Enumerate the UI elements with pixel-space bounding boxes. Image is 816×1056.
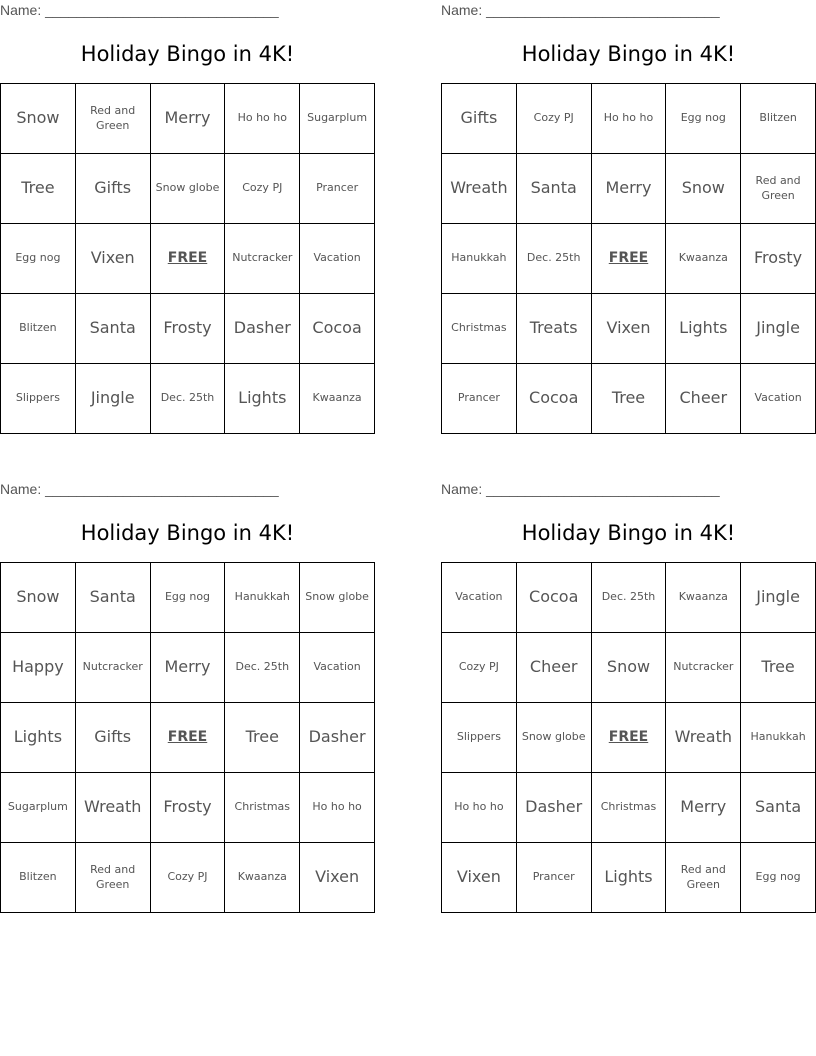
card-title: Holiday Bingo in 4K! xyxy=(521,521,736,545)
bingo-cell: Frosty xyxy=(151,294,226,364)
bingo-cell: Kwaanza xyxy=(666,563,741,633)
bingo-cell: Prancer xyxy=(517,843,592,913)
bingo-cell: Gifts xyxy=(442,84,517,154)
name-line: Name: ______________________________ xyxy=(441,481,720,497)
bingo-cell: Snow globe xyxy=(151,154,226,224)
bingo-cell: Sugarplum xyxy=(1,773,76,843)
bingo-cell: Blitzen xyxy=(1,294,76,364)
bingo-cell: Ho ho ho xyxy=(442,773,517,843)
name-line: Name: ______________________________ xyxy=(0,481,279,497)
bingo-cell: Sugarplum xyxy=(300,84,375,154)
bingo-cell: Ho ho ho xyxy=(225,84,300,154)
bingo-cell: Christmas xyxy=(225,773,300,843)
bingo-cell: Egg nog xyxy=(741,843,816,913)
bingo-cell: Santa xyxy=(517,154,592,224)
name-line: Name: ______________________________ xyxy=(441,2,720,18)
bingo-cell: Red and Green xyxy=(741,154,816,224)
bingo-cell: Tree xyxy=(1,154,76,224)
bingo-cell: Cocoa xyxy=(517,563,592,633)
bingo-cell: Egg nog xyxy=(151,563,226,633)
bingo-cell: Wreath xyxy=(666,703,741,773)
bingo-cell: Merry xyxy=(151,84,226,154)
bingo-cell: Vacation xyxy=(741,364,816,434)
bingo-cell: Lights xyxy=(592,843,667,913)
bingo-cell: Snow xyxy=(1,84,76,154)
free-space: FREE xyxy=(592,224,667,294)
bingo-cell: Jingle xyxy=(741,294,816,364)
bingo-cell: Hanukkah xyxy=(225,563,300,633)
bingo-cell: Red and Green xyxy=(76,843,151,913)
bingo-cell: Merry xyxy=(666,773,741,843)
card-title: Holiday Bingo in 4K! xyxy=(521,42,736,66)
bingo-cell: Treats xyxy=(517,294,592,364)
bingo-cell: Vixen xyxy=(592,294,667,364)
card-title: Holiday Bingo in 4K! xyxy=(80,521,295,545)
bingo-cell: Snow xyxy=(592,633,667,703)
bingo-cell: Dec. 25th xyxy=(517,224,592,294)
bingo-cell: Red and Green xyxy=(666,843,741,913)
bingo-cell: Cocoa xyxy=(300,294,375,364)
bingo-cell: Santa xyxy=(741,773,816,843)
bingo-cell: Blitzen xyxy=(1,843,76,913)
bingo-cell: Lights xyxy=(225,364,300,434)
bingo-cell: Kwaanza xyxy=(300,364,375,434)
bingo-cell: Wreath xyxy=(442,154,517,224)
bingo-cell: Dec. 25th xyxy=(225,633,300,703)
bingo-cell: Lights xyxy=(666,294,741,364)
bingo-cell: Snow globe xyxy=(517,703,592,773)
bingo-cell: Kwaanza xyxy=(666,224,741,294)
bingo-cell: Egg nog xyxy=(666,84,741,154)
bingo-cell: Dasher xyxy=(517,773,592,843)
bingo-cell: Slippers xyxy=(1,364,76,434)
bingo-cell: Vixen xyxy=(300,843,375,913)
bingo-cell: Dasher xyxy=(300,703,375,773)
bingo-cell: Prancer xyxy=(300,154,375,224)
bingo-cell: Snow xyxy=(1,563,76,633)
bingo-cell: Cozy PJ xyxy=(517,84,592,154)
bingo-cell: Ho ho ho xyxy=(592,84,667,154)
bingo-cell: Vixen xyxy=(76,224,151,294)
bingo-cell: Prancer xyxy=(442,364,517,434)
bingo-cell: Snow globe xyxy=(300,563,375,633)
bingo-cell: Dasher xyxy=(225,294,300,364)
bingo-cell: Tree xyxy=(741,633,816,703)
bingo-cell: Christmas xyxy=(442,294,517,364)
bingo-cell: Dec. 25th xyxy=(592,563,667,633)
bingo-cell: Nutcracker xyxy=(76,633,151,703)
bingo-cell: Christmas xyxy=(592,773,667,843)
bingo-grid xyxy=(441,83,816,434)
bingo-grid xyxy=(441,562,816,913)
bingo-grid xyxy=(0,83,375,434)
bingo-cell: Jingle xyxy=(741,563,816,633)
bingo-grid xyxy=(0,562,375,913)
bingo-cell: Happy xyxy=(1,633,76,703)
bingo-cell: Egg nog xyxy=(1,224,76,294)
bingo-cell: Cheer xyxy=(666,364,741,434)
bingo-cell: Wreath xyxy=(76,773,151,843)
name-line: Name: ______________________________ xyxy=(0,2,279,18)
bingo-cell: Hanukkah xyxy=(442,224,517,294)
bingo-cell: Ho ho ho xyxy=(300,773,375,843)
bingo-cell: Merry xyxy=(592,154,667,224)
bingo-cell: Hanukkah xyxy=(741,703,816,773)
bingo-cell: Vixen xyxy=(442,843,517,913)
bingo-cell: Nutcracker xyxy=(666,633,741,703)
bingo-cell: Cocoa xyxy=(517,364,592,434)
bingo-cell: Tree xyxy=(225,703,300,773)
bingo-cell: Blitzen xyxy=(741,84,816,154)
bingo-cell: Frosty xyxy=(151,773,226,843)
bingo-cell: Slippers xyxy=(442,703,517,773)
bingo-cell: Cheer xyxy=(517,633,592,703)
card-title: Holiday Bingo in 4K! xyxy=(80,42,295,66)
bingo-cell: Vacation xyxy=(300,633,375,703)
bingo-cell: Kwaanza xyxy=(225,843,300,913)
bingo-cell: Cozy PJ xyxy=(442,633,517,703)
bingo-cell: Cozy PJ xyxy=(225,154,300,224)
bingo-cell: Frosty xyxy=(741,224,816,294)
bingo-cell: Red and Green xyxy=(76,84,151,154)
bingo-cell: Tree xyxy=(592,364,667,434)
free-space: FREE xyxy=(592,703,667,773)
bingo-cell: Snow xyxy=(666,154,741,224)
bingo-cell: Lights xyxy=(1,703,76,773)
bingo-cell: Jingle xyxy=(76,364,151,434)
free-space: FREE xyxy=(151,703,226,773)
bingo-cell: Nutcracker xyxy=(225,224,300,294)
bingo-cell: Gifts xyxy=(76,154,151,224)
bingo-cell: Dec. 25th xyxy=(151,364,226,434)
bingo-cell: Santa xyxy=(76,563,151,633)
bingo-cell: Merry xyxy=(151,633,226,703)
bingo-cell: Vacation xyxy=(300,224,375,294)
bingo-cell: Cozy PJ xyxy=(151,843,226,913)
bingo-cell: Gifts xyxy=(76,703,151,773)
free-space: FREE xyxy=(151,224,226,294)
bingo-cell: Vacation xyxy=(442,563,517,633)
bingo-cell: Santa xyxy=(76,294,151,364)
